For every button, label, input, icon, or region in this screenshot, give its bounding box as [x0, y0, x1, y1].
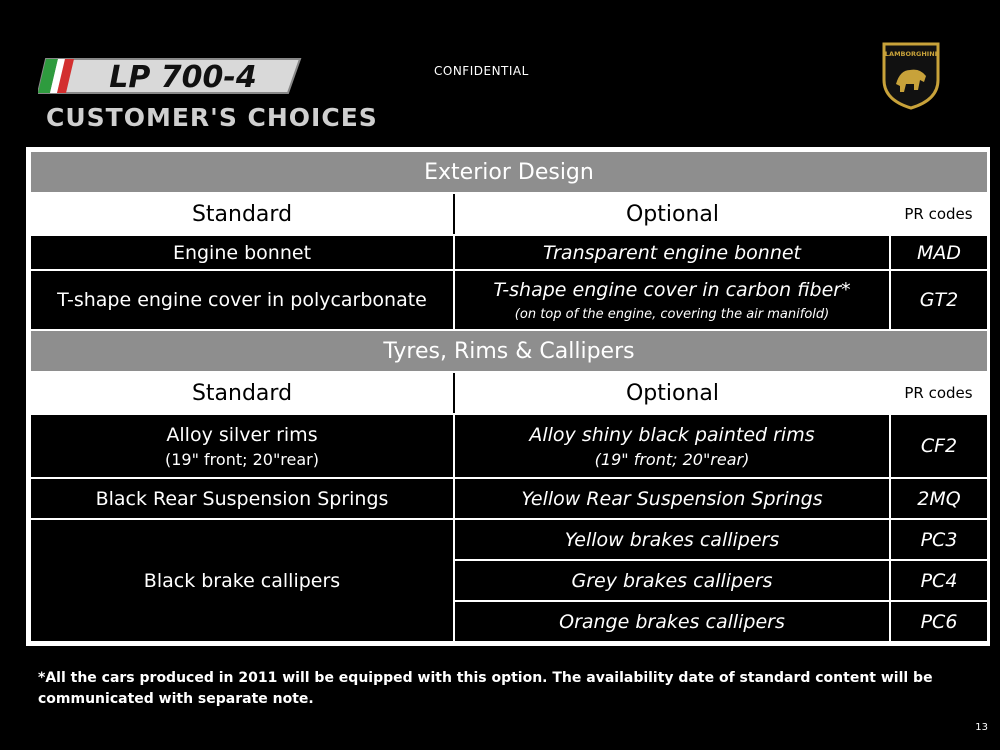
- optional-cell: Transparent engine bonnet: [454, 235, 890, 270]
- column-header-standard: Standard: [30, 193, 454, 235]
- footnote: *All the cars produced in 2011 will be equipped with this option. The availability date of standard content will be communicated with separate note.: [38, 670, 933, 707]
- column-header-row: [30, 193, 988, 235]
- optional-cell: Grey brakes callipers: [454, 560, 890, 601]
- pr-code-cell: GT2: [890, 270, 988, 330]
- optional-cell: Yellow brakes callipers: [454, 519, 890, 560]
- pr-code-cell: PC6: [890, 601, 988, 642]
- page-number: 13: [975, 722, 988, 733]
- column-header-pr-codes: PR codes: [890, 193, 988, 235]
- lp700-4-logo: [38, 55, 303, 97]
- section-title: Tyres, Rims & Callipers: [30, 330, 988, 372]
- pr-code-cell: MAD: [890, 235, 988, 270]
- section-title: Exterior Design: [30, 151, 988, 193]
- optional-text: T-shape engine cover in carbon fiber*: [493, 278, 851, 301]
- column-header-row: [30, 372, 988, 414]
- table-row: [30, 478, 988, 519]
- pr-code-cell: PC3: [890, 519, 988, 560]
- optional-cell: Yellow Rear Suspension Springs: [454, 478, 890, 519]
- section-header-exterior: [30, 151, 988, 193]
- standard-cell: Engine bonnet: [30, 235, 454, 270]
- badge-text: LAMBORGHINI: [884, 50, 938, 58]
- pr-code-cell: CF2: [890, 414, 988, 478]
- pr-code-cell: 2MQ: [890, 478, 988, 519]
- table-row: [30, 270, 988, 330]
- lamborghini-badge-icon: [880, 40, 942, 110]
- optional-note: (19" front; 20"rear): [594, 449, 750, 469]
- pr-code-cell: PC4: [890, 560, 988, 601]
- table-row: [30, 519, 988, 560]
- column-header-standard: Standard: [30, 372, 454, 414]
- section-header-tyres: [30, 330, 988, 372]
- standard-note: (19" front; 20"rear): [165, 449, 319, 469]
- column-header-optional: Optional: [454, 372, 890, 414]
- confidential-label: CONFIDENTIAL: [434, 64, 529, 78]
- standard-cell: [30, 414, 454, 478]
- standard-text: Alloy silver rims: [166, 423, 318, 446]
- column-header-pr-codes: PR codes: [890, 372, 988, 414]
- standard-cell: Black brake callipers: [30, 519, 454, 642]
- optional-text: Alloy shiny black painted rims: [529, 423, 815, 446]
- standard-cell: Black Rear Suspension Springs: [30, 478, 454, 519]
- table-row: [30, 235, 988, 270]
- logo-text: LP 700-4: [109, 60, 257, 95]
- options-table: [26, 147, 990, 646]
- table-row: [30, 414, 988, 478]
- optional-note: (on top of the engine, covering the air manifold): [514, 306, 830, 322]
- optional-cell: [454, 270, 890, 330]
- page-title: CUSTOMER'S CHOICES: [46, 103, 378, 132]
- optional-cell: [454, 414, 890, 478]
- standard-cell: T-shape engine cover in polycarbonate: [30, 270, 454, 330]
- column-header-optional: Optional: [454, 193, 890, 235]
- optional-cell: Orange brakes callipers: [454, 601, 890, 642]
